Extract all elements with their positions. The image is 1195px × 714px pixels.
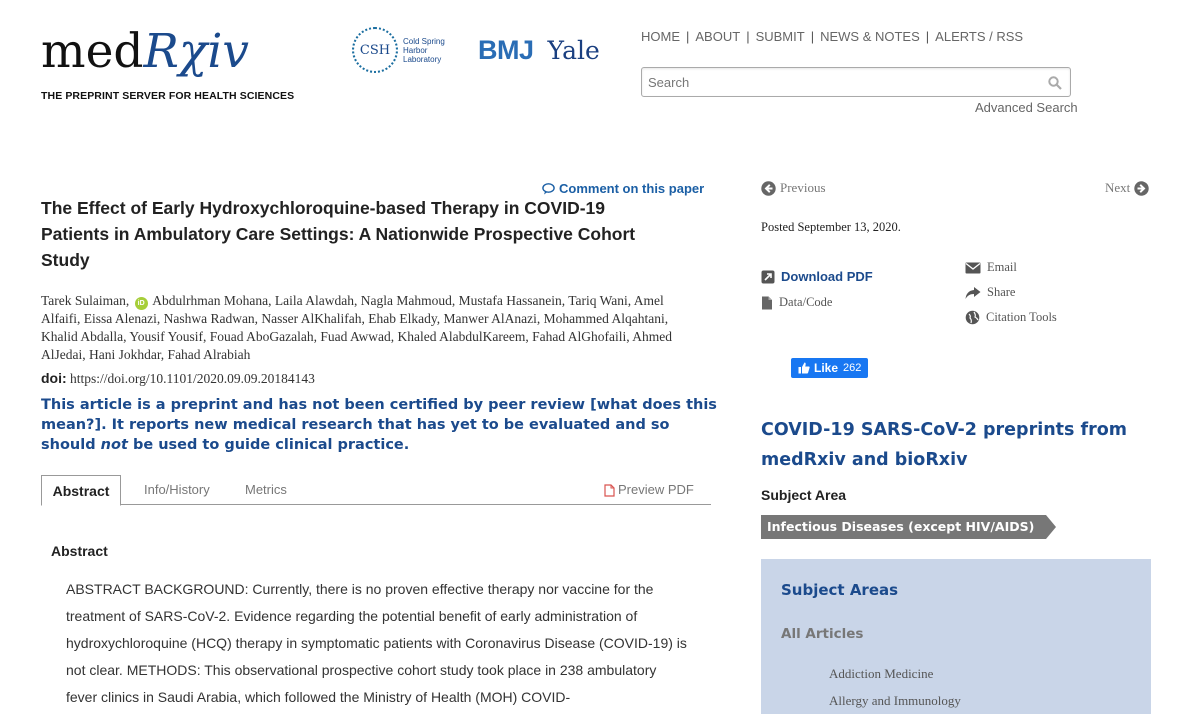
abstract-text: ABSTRACT BACKGROUND: Currently, there is no proven effective therapy nor vaccine for the treatment of SARS-CoV-2. Evidence regarding the potential benefit of early administration of hydroxychloroquine (HCQ) therapy in symptomatic patients with Coronavirus Disease (COVID-19) is not clear. METHODS: This observational prospective cohort study took place in 238 ambulatory fever clinics in Saudi Arabia, which followed the Ministry of Health (MOH) COVID- [66,581,687,705]
csh-name: Cold Spring Harbor Laboratory [403,36,445,64]
subject-area-label: Subject Area [761,487,847,503]
facebook-like-button[interactable]: Like 262 [791,358,868,378]
search-icon[interactable] [1048,75,1062,94]
posted-date: Posted September 13, 2020. [761,220,901,234]
search-box [641,67,1071,97]
bmj-logo[interactable]: BMJ [478,34,534,65]
abstract-heading: Abstract [51,543,108,559]
nav-about[interactable]: ABOUT [695,29,741,44]
previous-link[interactable]: Previous [761,180,826,196]
like-count: 262 [843,362,862,374]
email-link[interactable]: Email [965,260,1017,275]
pdf-file-icon [604,484,615,497]
tab-preview-pdf[interactable]: Preview PDF [604,475,694,505]
preprint-notice: This article is a preprint and has not been certified by peer review [what does this mean?]. It reports new medical research that has yet to be evaluated and so should not be used to guide clinical practice. [41,397,717,453]
arrow-left-circle-icon [761,181,776,196]
medrxiv-logo[interactable] [41,26,294,102]
next-link[interactable]: Next [1105,180,1149,196]
other-authors[interactable]: Abdulrhman Mohana, Laila Alawdah, Nagla Mahmoud, Mustafa Hassanein, Tariq Wani, Amel Alfaifi, Eissa Alenazi, Nashwa Radwan, Nasser AlKhalifah, Ehab Elkady, Manwer AlAnazi, Mohammed Alqahtani, Khalid Abdalla, Yousif Yousif, Fouad AboGazalah, Fuad Awwad, Khaled AlabdulKareem, Fahad AlGhofaili, Ahmed AlJedai, Hani Jokhdar, Fahad Alrabiah [41,293,672,362]
first-author[interactable]: Tarek Sulaiman, [41,293,130,308]
subject-area-item[interactable]: Allergy and Immunology [829,693,961,708]
all-articles-link[interactable]: All Articles [781,626,864,642]
download-pdf-link[interactable]: Download PDF [761,269,873,284]
logo-wordmark: medRχiv [41,24,249,79]
article-title: The Effect of Early Hydroxychloroquine-based Therapy in COVID-19 Patients in Ambulatory Care Settings: A Nationwide Prospective Cohort Study [41,198,636,270]
search-input[interactable] [642,68,1037,96]
subject-area-tag[interactable]: Infectious Diseases (except HIV/AIDS) [761,515,1046,539]
article-tabs [41,475,711,505]
citation-tools-link[interactable]: Citation Tools [965,310,1057,325]
globe-icon [965,310,980,325]
top-navigation: HOME | ABOUT | SUBMIT | NEWS & NOTES | ALERTS / RSS [641,29,1024,44]
tab-info-history[interactable]: Info/History [144,482,210,497]
nav-alerts-rss[interactable]: ALERTS / RSS [935,29,1024,44]
envelope-icon [965,262,981,274]
subject-areas-title: Subject Areas [781,581,899,599]
comment-link[interactable] [542,181,704,196]
doi-label: doi: [41,370,67,386]
tab-abstract[interactable]: Abstract [41,475,121,506]
orcid-icon[interactable]: iD [135,297,148,310]
thumbs-up-icon [798,362,810,374]
nav-submit[interactable]: SUBMIT [755,29,805,44]
comment-icon [542,183,555,195]
doi-line [41,370,315,387]
doi-link[interactable]: https://doi.org/10.1101/2020.09.09.20184143 [70,371,315,386]
partner-logos [352,27,600,73]
arrow-right-circle-icon [1134,181,1149,196]
share-link[interactable]: Share [965,285,1015,300]
csh-logo[interactable]: CSH [352,27,398,73]
advanced-search-link[interactable]: Advanced Search [975,100,1078,115]
nav-news-notes[interactable]: NEWS & NOTES [820,29,920,44]
yale-logo[interactable]: Yale [547,35,600,65]
data-code-link[interactable]: Data/Code [761,295,832,310]
share-arrow-icon [965,286,981,300]
logo-tagline: THE PREPRINT SERVER FOR HEALTH SCIENCES [41,90,295,102]
author-list [41,292,691,364]
download-icon [761,270,775,284]
comment-link-label: Comment on this paper [559,181,705,196]
subject-area-item[interactable]: Addiction Medicine [829,666,934,681]
covid-preprints-link[interactable]: COVID-19 SARS-CoV-2 preprints from medRxiv and bioRxiv [761,420,1128,470]
document-icon [761,296,773,310]
subject-areas-panel [761,559,1151,714]
tab-metrics[interactable]: Metrics [245,482,287,497]
nav-home[interactable]: HOME [641,29,680,44]
